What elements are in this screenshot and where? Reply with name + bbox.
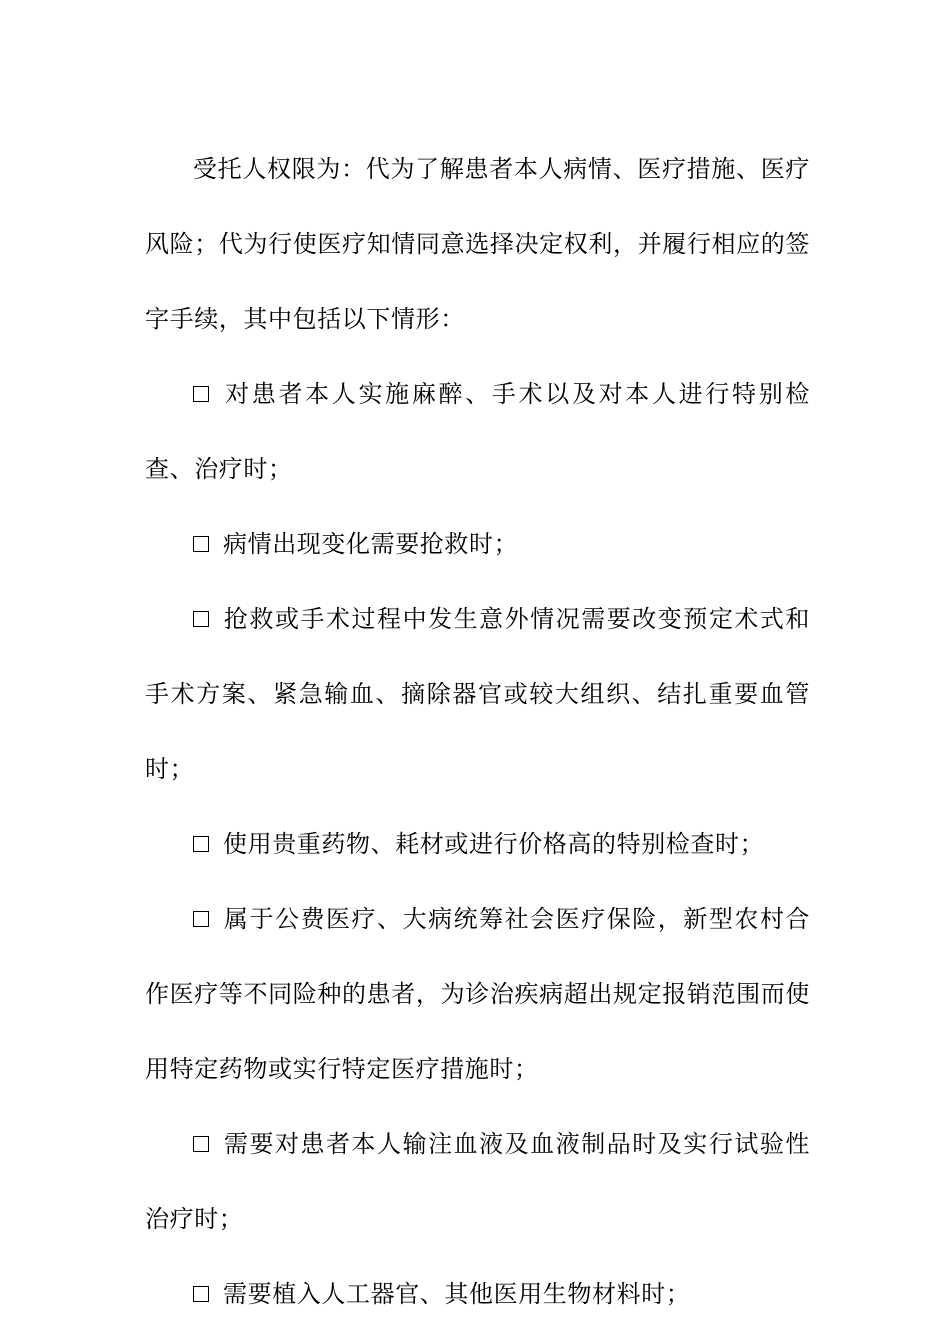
item-text: 需要植入人工器官、其他医用生物材料时； [223,1280,691,1308]
list-item [145,1257,810,1332]
checkbox-icon[interactable] [193,1136,209,1152]
item-text: 病情出现变化需要抢救时； [223,530,519,558]
item-text: 使用贵重药物、耗材或进行价格高的特别检查时； [223,830,765,858]
list-item [145,882,810,1107]
item-text: 需要对患者本人输注血液及血液制品时及实行试验性治疗时； [145,1130,810,1233]
list-item [145,357,810,507]
document-body [145,132,810,1332]
list-item [145,582,810,807]
checkbox-icon[interactable] [193,836,209,852]
item-text: 属于公费医疗、大病统筹社会医疗保险，新型农村合作医疗等不同险种的患者，为诊治疾病超出规定报销范围而使用特定药物或实行特定医疗措施时； [145,905,810,1083]
list-item [145,507,810,582]
intro-paragraph: 受托人权限为：代为了解患者本人病情、医疗措施、医疗风险；代为行使医疗知情同意选择决定权利，并履行相应的签字手续，其中包括以下情形： [145,155,810,333]
checkbox-icon[interactable] [193,611,209,627]
checkbox-icon[interactable] [193,1286,209,1302]
checkbox-icon[interactable] [193,386,209,402]
item-text: 抢救或手术过程中发生意外情况需要改变预定术式和手术方案、紧急输血、摘除器官或较大组织、结扎重要血管时； [145,605,810,783]
list-item [145,1107,810,1257]
checkbox-icon[interactable] [193,911,209,927]
list-item [145,807,810,882]
checkbox-icon[interactable] [193,536,209,552]
item-text: 对患者本人实施麻醉、手术以及对本人进行特别检查、治疗时； [145,380,810,483]
